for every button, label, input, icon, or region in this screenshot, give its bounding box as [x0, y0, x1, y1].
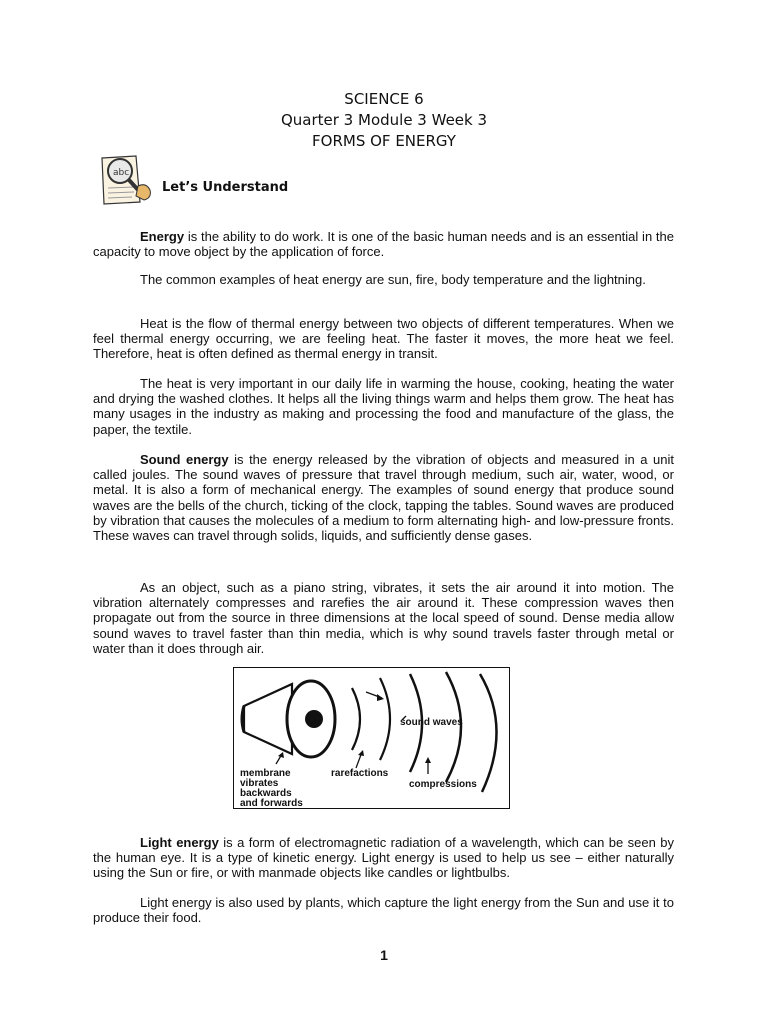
label-sound-waves: sound waves: [400, 717, 463, 728]
paragraph-heat-examples: The common examples of heat energy are sun, fire, body temperature and the lightning.: [140, 272, 646, 287]
doc-title: SCIENCE 6: [344, 90, 424, 108]
page-number: 1: [380, 947, 388, 963]
label-compressions: compressions: [409, 779, 477, 790]
paragraph-light-energy: Light energy is a form of electromagnetic radiation of a wavelength, which can be seen by the human eye. It is a type of kinetic energy. Light energy is used to help us see – either naturally using the Sun or fire, or with manmade objects like candles or lightbulbs.: [93, 835, 674, 881]
sound-wave-diagram: [233, 667, 510, 809]
paragraph-heat-uses: The heat is very important in our daily life in warming the house, cooking, heating the water and drying the washed clothes. It helps all the living things warm and helps them grow. The heat has many usages in the industry as making and processing the food and manufacture of the glass, the paper, the textile.: [93, 376, 674, 437]
paragraph-energy: Energy is the ability to do work. It is one of the basic human needs and is an essential in the capacity to move object by the application of force.: [93, 229, 674, 260]
doc-topic: FORMS OF ENERGY: [312, 132, 456, 150]
term-sound-energy: Sound energy: [140, 452, 229, 467]
term-light-energy: Light energy: [140, 835, 219, 850]
term-energy: Energy: [140, 229, 185, 244]
svg-text:abc: abc: [113, 168, 130, 178]
paragraph-sound-vibration: As an object, such as a piano string, vibrates, it sets the air around it into motion. The vibration alternately compresses and rarefies the air around it. These compression waves then propagate out from the source in three dimensions at the local speed of sound. Dense media allow sound waves to travel faster than thin media, which is why sound travels faster through metal or water than it does through air.: [93, 580, 674, 656]
paragraph-heat-definition: Heat is the flow of thermal energy between two objects of different temperatures. When we feel thermal energy occurring, we are feeling heat. The faster it moves, the more heat we feel. Therefore, heat is often defined as thermal energy in transit.: [93, 316, 674, 362]
paragraph-sound-energy: Sound energy is the energy released by the vibration of objects and measured in a unit called joules. The sound waves of pressure that travel through medium, such air, water, wood, or metal. It is also a form of mechanical energy. The examples of sound energy that produce sound waves are the bells of the church, ticking of the clock, tapping the tables. Sound waves are produced by vibration that causes the molecules of a medium to form alternating high- and low-pressure fronts. These waves can travel through solids, liquids, and sufficiently dense gases.: [93, 452, 674, 544]
label-rarefactions: rarefactions: [331, 768, 389, 779]
magnifier-paper-icon: [96, 152, 158, 208]
paragraph-light-plants: Light energy is also used by plants, which capture the light energy from the Sun and use it to produce their food.: [93, 895, 674, 926]
doc-subtitle: Quarter 3 Module 3 Week 3: [280, 111, 488, 129]
section-heading: Let’s Understand: [162, 180, 289, 195]
label-membrane: membrane vibrates backwards and forwards: [240, 768, 303, 809]
